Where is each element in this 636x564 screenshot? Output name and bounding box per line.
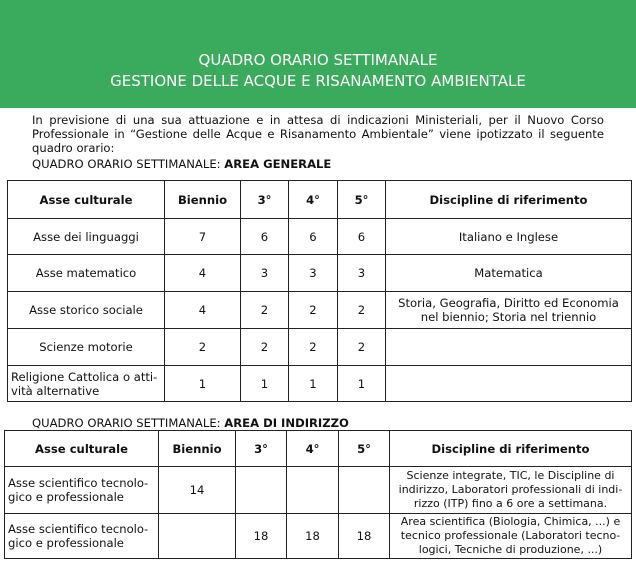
col-header: Asse culturale — [5, 431, 159, 467]
table-row — [5, 467, 632, 514]
col-header: 4° — [289, 181, 338, 219]
table-row — [8, 219, 632, 255]
table-cell: Asse scientifico tecnologico e professionale — [5, 514, 159, 559]
table-cell: 6 — [289, 219, 338, 255]
table-row — [8, 329, 632, 366]
table-cell: 3 — [241, 255, 289, 292]
area-indirizzo-name: AREA DI INDIRIZZO — [224, 416, 349, 430]
col-header: Biennio — [159, 431, 236, 467]
table-cell: 4 — [165, 292, 241, 329]
table-cell: 1 — [338, 366, 386, 402]
table-cell: 1 — [165, 366, 241, 402]
table-cell: 3 — [289, 255, 338, 292]
table-cell: Religione Cattolica o attività alternative — [8, 366, 165, 402]
col-header: 3° — [241, 181, 289, 219]
table-cell: 6 — [241, 219, 289, 255]
area-indirizzo-prefix: QUADRO ORARIO SETTIMANALE: — [32, 416, 225, 430]
table-cell: 2 — [338, 329, 386, 366]
table-cell — [287, 467, 339, 514]
table-cell — [159, 514, 236, 559]
title-banner — [0, 0, 636, 108]
table-cell: Area scientifica (Biologia, Chimica, ...) e tecnico professionale (Laboratori tecnologici, Tecniche di produzione, ...) — [390, 514, 632, 559]
col-header: Asse culturale — [8, 181, 165, 219]
table-cell: 1 — [241, 366, 289, 402]
area-generale-prefix: QUADRO ORARIO SETTIMANALE: — [32, 157, 225, 171]
area-generale-name: AREA GENERALE — [224, 157, 332, 171]
table-cell: 18 — [287, 514, 339, 559]
table-cell: 2 — [289, 329, 338, 366]
table-cell: Scienze motorie — [8, 329, 165, 366]
table-cell: Asse dei linguaggi — [8, 219, 165, 255]
col-header: Discipline di riferimento — [386, 181, 632, 219]
area-generale-heading — [32, 157, 331, 171]
table-cell: 2 — [289, 292, 338, 329]
table-cell: 3 — [338, 255, 386, 292]
table-cell: 7 — [165, 219, 241, 255]
intro-paragraph: In previsione di una sua attuazione e in attesa di indicazioni Ministeriali, per il Nuovo Corso Professionale in “Gestione delle Acque e Risanamento Ambientale” viene ipotizzato il seguente quadro orario: — [32, 113, 604, 155]
table-cell: 4 — [165, 255, 241, 292]
col-header: Discipline di riferimento — [390, 431, 632, 467]
col-header: Biennio — [165, 181, 241, 219]
col-header: 5° — [338, 181, 386, 219]
table-cell: Asse storico sociale — [8, 292, 165, 329]
table-cell: 2 — [338, 292, 386, 329]
table-cell: Matematica — [386, 255, 632, 292]
table-row — [5, 514, 632, 559]
col-header: 3° — [236, 431, 287, 467]
area-indirizzo-table — [4, 430, 632, 559]
table-cell — [236, 467, 287, 514]
table-cell: 2 — [241, 292, 289, 329]
table-cell: 6 — [338, 219, 386, 255]
banner-title-line-2: GESTIONE DELLE ACQUE E RISANAMENTO AMBIENTALE — [110, 72, 526, 90]
table-row — [8, 292, 632, 329]
table-cell: 2 — [165, 329, 241, 366]
table-cell: Asse scientifico tecnologico e professionale — [5, 467, 159, 514]
table-header-row — [8, 181, 632, 219]
table-cell: 18 — [236, 514, 287, 559]
table-cell — [339, 467, 390, 514]
table-cell: Italiano e Inglese — [386, 219, 632, 255]
area-indirizzo-heading — [32, 416, 349, 430]
banner-title-line-1: QUADRO ORARIO SETTIMANALE — [198, 51, 438, 69]
table-cell — [386, 329, 632, 366]
table-cell: Storia, Geografia, Diritto ed Economia nel biennio; Storia nel triennio — [386, 292, 632, 329]
table-cell: 14 — [159, 467, 236, 514]
table-cell — [386, 366, 632, 402]
table-cell: Asse matematico — [8, 255, 165, 292]
table-cell: 2 — [241, 329, 289, 366]
area-generale-table — [7, 180, 632, 402]
table-cell: 18 — [339, 514, 390, 559]
table-cell: 1 — [289, 366, 338, 402]
table-row — [8, 366, 632, 402]
table-row — [8, 255, 632, 292]
table-header-row — [5, 431, 632, 467]
table-cell: Scienze integrate, TIC, le Discipline di indirizzo, Laboratori professionali di indirizzo (ITP) fino a 6 ore a settimana. — [390, 467, 632, 514]
col-header: 5° — [339, 431, 390, 467]
col-header: 4° — [287, 431, 339, 467]
